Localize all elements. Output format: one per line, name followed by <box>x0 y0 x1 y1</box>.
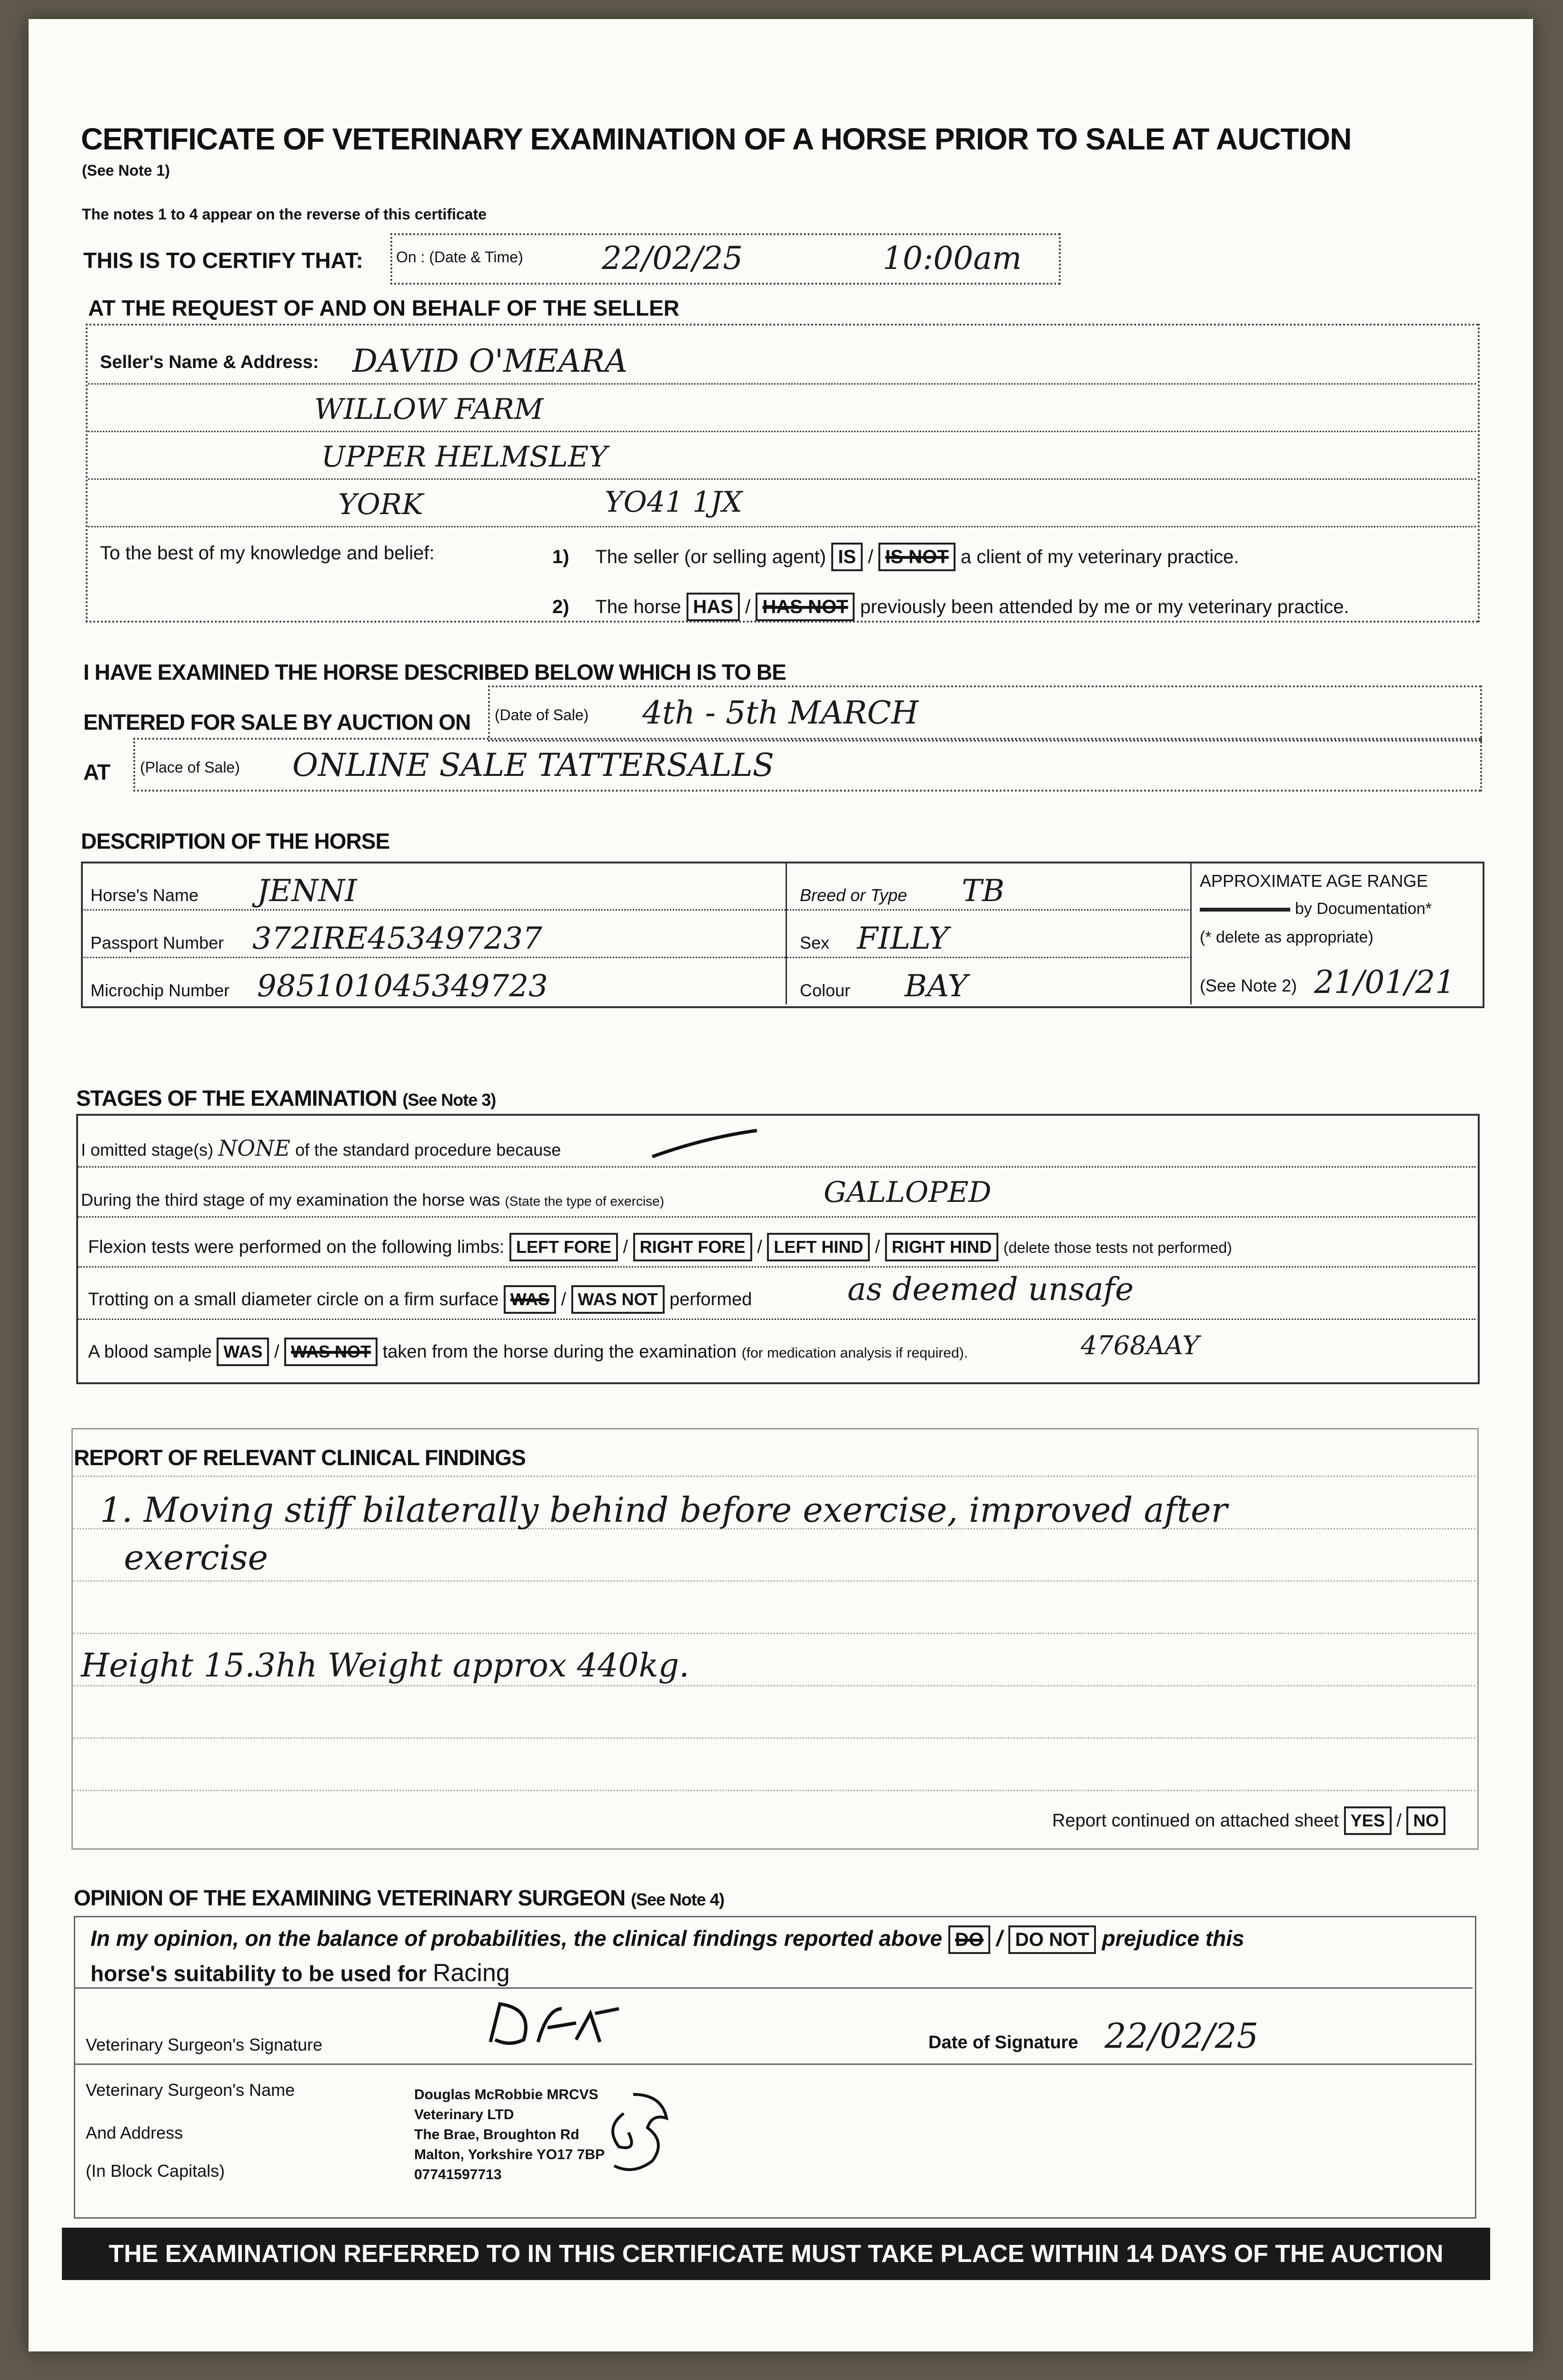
sex-value: FILLY <box>857 921 949 956</box>
colour-value: BAY <box>905 969 968 1004</box>
colour-label: Colour <box>800 981 851 1000</box>
exam-date: 22/02/25 <box>602 240 743 277</box>
exam-time: 10:00am <box>883 240 1022 277</box>
age-range-heading: APPROXIMATE AGE RANGE <box>1200 871 1428 891</box>
blood-hint: (for medication analysis if required). <box>741 1345 968 1361</box>
date-of-sale: 4th - 5th MARCH <box>642 694 919 731</box>
finding-line-3: Height 15.3hh Weight approx 440kg. <box>81 1647 689 1685</box>
finding-line-2: exercise <box>124 1537 269 1577</box>
sale-heading-2: ENTERED FOR SALE BY AUCTION ON <box>83 710 471 734</box>
signature-label: Veterinary Surgeon's Signature <box>86 2035 323 2054</box>
blood-sample-ref: 4768AAY <box>1081 1330 1199 1360</box>
trot-option-was-not[interactable]: WAS NOT <box>571 1285 665 1314</box>
divider <box>78 1216 1475 1218</box>
stamp-line: The Brae, Broughton Rd <box>414 2127 579 2142</box>
vet-name-label: Veterinary Surgeon's Name <box>86 2080 295 2100</box>
suitability-line <box>90 1959 510 1987</box>
vet-stamp <box>414 2085 605 2185</box>
stamp-line: Malton, Yorkshire YO17 7BP <box>414 2147 605 2162</box>
flexion-label: Flexion tests were performed on the following limbs: <box>88 1237 505 1257</box>
see-note-1: (See Note 1) <box>82 162 170 179</box>
horse-logo-icon <box>595 2085 676 2180</box>
divider <box>88 431 1476 432</box>
vet-address-label: And Address <box>86 2123 183 2142</box>
q1-rest: a client of my veterinary practice. <box>960 546 1239 567</box>
divider <box>73 1476 1475 1477</box>
trot-row: Trotting on a small diameter circle on a firm surface WAS / WAS NOT performed <box>88 1285 752 1314</box>
continued-yes[interactable]: YES <box>1344 1806 1392 1835</box>
opinion-heading <box>74 1885 724 1911</box>
divider <box>82 957 1191 958</box>
q1-option-is-not[interactable]: IS NOT <box>878 543 955 571</box>
opinion-note: (See Note 4) <box>631 1890 725 1909</box>
omitted-value: NONE <box>218 1135 290 1161</box>
stages-note: (See Note 3) <box>402 1090 496 1110</box>
seller-name-label: Seller's Name & Address: <box>100 352 319 372</box>
date-of-sale-label: (Date of Sale) <box>495 706 589 724</box>
divider <box>73 1790 1475 1791</box>
sale-heading-1: I HAVE EXAMINED THE HORSE DESCRIBED BELOW WHICH IS TO BE <box>83 660 786 684</box>
q2-option-has[interactable]: HAS <box>687 593 740 621</box>
request-heading: AT THE REQUEST OF AND ON BEHALF OF THE SELLER <box>88 296 679 320</box>
date-time-field <box>390 233 1061 285</box>
opinion-text-c: horse's suitability to be used for <box>90 1961 427 1986</box>
passport-number: 372IRE453497237 <box>252 921 542 956</box>
trot-rest: performed <box>669 1289 752 1309</box>
trot-label: Trotting on a small diameter circle on a firm surface <box>88 1289 499 1309</box>
option-separator: / <box>868 546 874 567</box>
age-value: 21/01/21 <box>1314 964 1455 1001</box>
option-separator: / <box>745 596 751 617</box>
q2-number: 2) <box>552 596 569 617</box>
flexion-note: (delete those tests not performed) <box>1003 1239 1232 1256</box>
blood-label: A blood sample <box>88 1342 212 1362</box>
seller-address-2: UPPER HELMSLEY <box>321 440 608 474</box>
report-heading: REPORT OF RELEVANT CLINICAL FINDINGS <box>74 1445 526 1470</box>
strike-mark <box>1200 908 1290 912</box>
seller-name: DAVID O'MEARA <box>352 343 627 379</box>
stages-title: STAGES OF THE EXAMINATION <box>76 1086 397 1111</box>
limb-left-fore[interactable]: LEFT FORE <box>509 1233 618 1261</box>
footer-banner: THE EXAMINATION REFERRED TO IN THIS CERTIFICATE MUST TAKE PLACE WITHIN 14 DAYS OF THE AUCTION <box>62 2228 1490 2280</box>
third-stage-hint: (State the type of exercise) <box>505 1194 665 1209</box>
notes-line: The notes 1 to 4 appear on the reverse of this certificate <box>82 206 487 223</box>
question-1 <box>552 543 1239 571</box>
passport-label: Passport Number <box>90 933 224 952</box>
blood-option-was[interactable]: WAS <box>217 1338 269 1366</box>
seller-town: YORK <box>338 488 423 521</box>
age-range-line <box>1200 900 1432 918</box>
finding-line-1: 1. Moving stiff bilaterally behind before exercise, improved after <box>100 1490 1228 1530</box>
date-of-signature-label: Date of Signature <box>928 2033 1078 2053</box>
place-of-sale: ONLINE SALE TATTERSALLS <box>292 747 774 783</box>
horse-heading: DESCRIPTION OF THE HORSE <box>81 829 390 853</box>
question-2 <box>552 593 1349 621</box>
divider <box>88 526 1476 527</box>
divider <box>73 1685 1475 1686</box>
blood-option-was-not[interactable]: WAS NOT <box>284 1338 378 1366</box>
q1-option-is[interactable]: IS <box>831 543 863 571</box>
continued-no[interactable]: NO <box>1406 1806 1445 1835</box>
divider <box>786 862 787 1004</box>
stages-heading <box>76 1085 496 1111</box>
belief-label: To the best of my knowledge and belief: <box>100 543 435 564</box>
vet-signature <box>481 1994 624 2056</box>
horse-name-label: Horse's Name <box>90 885 199 905</box>
trot-value: as deemed unsafe <box>847 1271 1134 1308</box>
seller-postcode: YO41 1JX <box>605 486 743 519</box>
trot-option-was[interactable]: WAS <box>504 1285 556 1314</box>
block-capitals-label: (In Block Capitals) <box>86 2161 225 2181</box>
report-continued-label: Report continued on attached sheet <box>1052 1811 1339 1831</box>
divider <box>88 478 1476 480</box>
certificate-title: CERTIFICATE OF VETERINARY EXAMINATION OF A HORSE PRIOR TO SALE AT AUCTION <box>81 122 1352 156</box>
opinion-text-b: prejudice this <box>1102 1926 1244 1951</box>
q2-rest: previously been attended by me or my veterinary practice. <box>860 596 1349 617</box>
omitted-reason-label: of the standard procedure because <box>295 1140 561 1160</box>
age-see-note: (See Note 2) <box>1200 976 1297 995</box>
omitted-label: I omitted stage(s) <box>81 1140 214 1160</box>
certificate-sheet <box>29 19 1533 2351</box>
opinion-option-do[interactable]: DO <box>948 1925 990 1954</box>
divider <box>82 909 1191 911</box>
at-label: AT <box>83 760 110 784</box>
breed-value: TB <box>962 873 1005 909</box>
divider <box>88 383 1476 385</box>
flexion-row: Flexion tests were performed on the following limbs: LEFT FORE / RIGHT FORE / LEFT HIND / RIGHT HIND (delete those tests not performed) <box>88 1233 1232 1261</box>
report-continued-row: Report continued on attached sheet YES / NO <box>1052 1806 1445 1835</box>
microchip-label: Microchip Number <box>90 981 230 1000</box>
opinion-title: OPINION OF THE EXAMINING VETERINARY SURGEON <box>74 1885 626 1910</box>
intended-use: Racing <box>432 1959 510 1987</box>
age-delete-note: (* delete as appropriate) <box>1200 928 1374 946</box>
divider <box>73 1737 1475 1739</box>
divider <box>73 1580 1475 1582</box>
divider <box>75 2063 1473 2065</box>
stamp-line: 07741597713 <box>414 2167 502 2182</box>
stamp-line: Douglas McRobbie MRCVS <box>414 2087 598 2102</box>
third-stage-value: GALLOPED <box>824 1176 992 1209</box>
divider <box>1190 862 1192 1004</box>
blood-row: A blood sample WAS / WAS NOT taken from the horse during the examination (for medication analysis if required). <box>88 1338 968 1366</box>
place-of-sale-field <box>133 738 1482 792</box>
limb-left-hind[interactable]: LEFT HIND <box>767 1233 870 1261</box>
horse-name: JENNI <box>257 873 357 909</box>
seller-address-1: WILLOW FARM <box>314 393 544 426</box>
date-of-signature: 22/02/25 <box>1105 2016 1259 2056</box>
microchip-number: 985101045349723 <box>257 969 548 1004</box>
q2-option-has-not[interactable]: HAS NOT <box>756 593 855 621</box>
sale-date-field <box>488 685 1482 742</box>
age-range-documentation: by Documentation* <box>1295 900 1432 918</box>
opinion-statement: In my opinion, on the balance of probabilities, the clinical findings reported above DO / DO NOT prejudice this <box>90 1925 1244 1954</box>
stamp-line: Veterinary LTD <box>414 2107 514 2122</box>
blood-rest: taken from the horse during the examination <box>382 1342 737 1362</box>
opinion-option-do-not[interactable]: DO NOT <box>1008 1925 1096 1954</box>
divider <box>78 1319 1475 1320</box>
sex-label: Sex <box>800 933 830 952</box>
limb-right-hind[interactable]: RIGHT HIND <box>885 1233 998 1261</box>
third-stage-row <box>81 1190 664 1210</box>
divider <box>75 1987 1473 1989</box>
q1-text: The seller (or selling agent) <box>595 546 826 567</box>
third-stage-label: During the third stage of my examination the horse was <box>81 1190 500 1210</box>
place-of-sale-label: (Place of Sale) <box>140 759 240 776</box>
q1-number: 1) <box>552 546 569 567</box>
q2-text: The horse <box>595 596 681 617</box>
divider <box>78 1266 1475 1268</box>
certify-label: THIS IS TO CERTIFY THAT: <box>83 248 363 273</box>
on-date-time-label: On : (Date & Time) <box>396 248 523 266</box>
divider <box>73 1633 1475 1634</box>
breed-label: Breed or Type <box>800 885 907 905</box>
dash-mark <box>647 1123 762 1161</box>
omitted-row <box>81 1135 561 1161</box>
limb-right-fore[interactable]: RIGHT FORE <box>633 1233 752 1261</box>
divider <box>78 1166 1475 1168</box>
opinion-text-a: In my opinion, on the balance of probabilities, the clinical findings reported above <box>90 1926 943 1951</box>
